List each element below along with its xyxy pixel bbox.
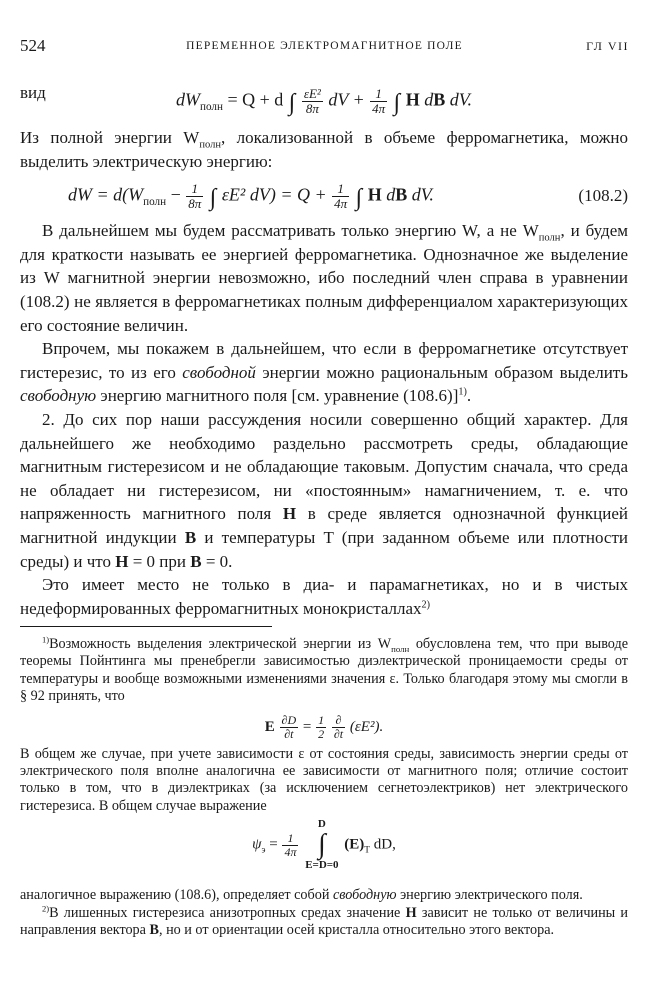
footnote-ref[interactable]: 2) <box>421 599 431 611</box>
footnote-equation-2 <box>20 817 628 885</box>
lead-word: вид <box>20 83 46 102</box>
fraction: $\frac{\partial D}{\partial t}$ <box>281 712 297 741</box>
integral-sign: ∫ <box>209 184 217 211</box>
integral-sign: ∫ <box>393 89 401 116</box>
integral-sign: ∫ <box>318 829 326 861</box>
footnote-2: $^{2)}$В лишенных гистерезиса анизотропных средах значение H зависит не только от величины и направления вектора B, но и от ориентации осей кристалла относительно этого вектора. <box>20 902 629 939</box>
running-header <box>20 36 629 56</box>
footnote-mark: 1) <box>42 634 50 645</box>
fraction: $\frac{1}{4\pi}$ <box>334 181 348 212</box>
equation-energy-full <box>20 81 628 123</box>
integral-with-limits: D ∫ E=D=0 <box>305 818 339 872</box>
running-title: ПЕРЕМЕННОЕ ЭЛЕКТРОМАГНИТНОЕ ПОЛЕ <box>186 40 463 52</box>
equation-body: $\psi_э$ = $\frac{1}{4\pi}$ D ∫ E=D=0 $(E)_T$ dD, <box>252 818 396 872</box>
equation-body: dW = $d(W_{полн}$ − $\frac{1}{8\pi}$ ∫ εE² dV) = Q + $\frac{1}{4\pi}$ ∫ H dB dV. <box>68 181 434 212</box>
chapter-label: ГЛ VII <box>586 39 629 53</box>
paragraph: Из полной энергии $W_{полн}$, локализованной в объеме ферромагнетика, можно выделить электрическую энергию: <box>20 128 629 171</box>
fraction: $\frac{1}{2}$ <box>318 712 325 741</box>
paragraph: Впрочем, мы покажем в дальнейшем, что если в ферромагнетике отсутствует гистерезис, то из его свободной энергии можно рациональным образом выделить свободную энергию магнитного поля [см. уравнение (108.6)]$^{1)}$. <box>20 339 628 406</box>
footnote-ref[interactable]: 1) <box>458 386 467 398</box>
footnotes <box>20 636 628 939</box>
equation-number: (108.2) <box>578 186 628 206</box>
integral-sign: ∫ <box>288 89 296 116</box>
paragraph: В дальнейшем мы будем рассматривать только энергию W, а не $W_{полн}$, и будем для краткости называть ее энергией ферромагнетика. Однозначное же выделение из W магнитной энергии невозможно, ибо последний член справа в уравнении (108.2) не является в ферромагнетиках полным дифференциалом характеризующих его состояние величин. <box>20 221 628 335</box>
footnote-mark: 2) <box>42 902 50 913</box>
equation-body: E $\frac{\partial D}{\partial t}$ = $\frac{1}{2}$ $\frac{\partial}{\partial t}$ (εE²). <box>264 712 384 741</box>
equation-body: $dW_{полн} = Q + d$ ∫ $\frac{\text{εE²}}{8\pi}$ dV + $\frac{1}{4\pi}$ ∫ H dB dV. <box>176 86 472 116</box>
footnote-1: $^{1)}$Возможность выделения электрической энергии из $W_{полн}$ обусловлена тем, что при выводе теоремы Пойнтинга мы пренебрегли зависимостью диэлектрической проницаемости среды от температуры и вообще возможными изменениями значения ε. Только благодаря этому мы смогли в § 92 принять, что <box>20 634 628 705</box>
footnote-equation-1 <box>20 708 628 744</box>
fraction: $\frac{1}{4\pi}$ <box>284 830 297 859</box>
footnote-1-continued: В общем же случае, при учете зависимости ε от состояния среды, зависимость энергии среды от электрического поля вполне аналогична ее зависимости от магнитного поля; отличие состоит только в том, что в диэлектриках (за исключением сегнетоэлектриков) нет электрического гистерезиса. В общем случае выражение <box>20 745 628 814</box>
fraction: $\frac{1}{8\pi}$ <box>188 181 202 212</box>
footnote-1-end: аналогичное выражению (108.6), определяет собой свободную энергию электрического поля. <box>20 887 583 904</box>
fraction: $\frac{\text{εE²}}{8\pi}$ <box>303 86 321 116</box>
paragraph: 2. До сих пор наши рассуждения носили совершенно общий характер. Для дальнейшего же необходимо раздельно рассмотреть среды, обладающие магнитным гистерезисом и не обладающие таковым. Допустим сначала, что среда не обладает ни гистерезисом, ни «постоянным» намагничением, т. е. что напряженность магнитного поля H в среде является однозначной функцией магнитной индукции B и температуры T (при заданном объеме или плотности среды) и что H = 0 при B = 0. <box>20 409 628 571</box>
fraction: $\frac{\partial}{\partial t}$ <box>333 712 344 741</box>
paragraph: Это имеет место не только в диа- и парамагнетиках, но и в чистых недеформированных ферромагнитных монокристаллах$^{2)}$ <box>20 575 628 618</box>
equation-108-2 <box>20 176 628 216</box>
footnote-rule <box>20 626 272 627</box>
integral-sign: ∫ <box>355 184 363 211</box>
fraction: $\frac{1}{4\pi}$ <box>372 86 386 116</box>
main-text <box>20 78 628 620</box>
page-number: 524 <box>20 36 46 55</box>
